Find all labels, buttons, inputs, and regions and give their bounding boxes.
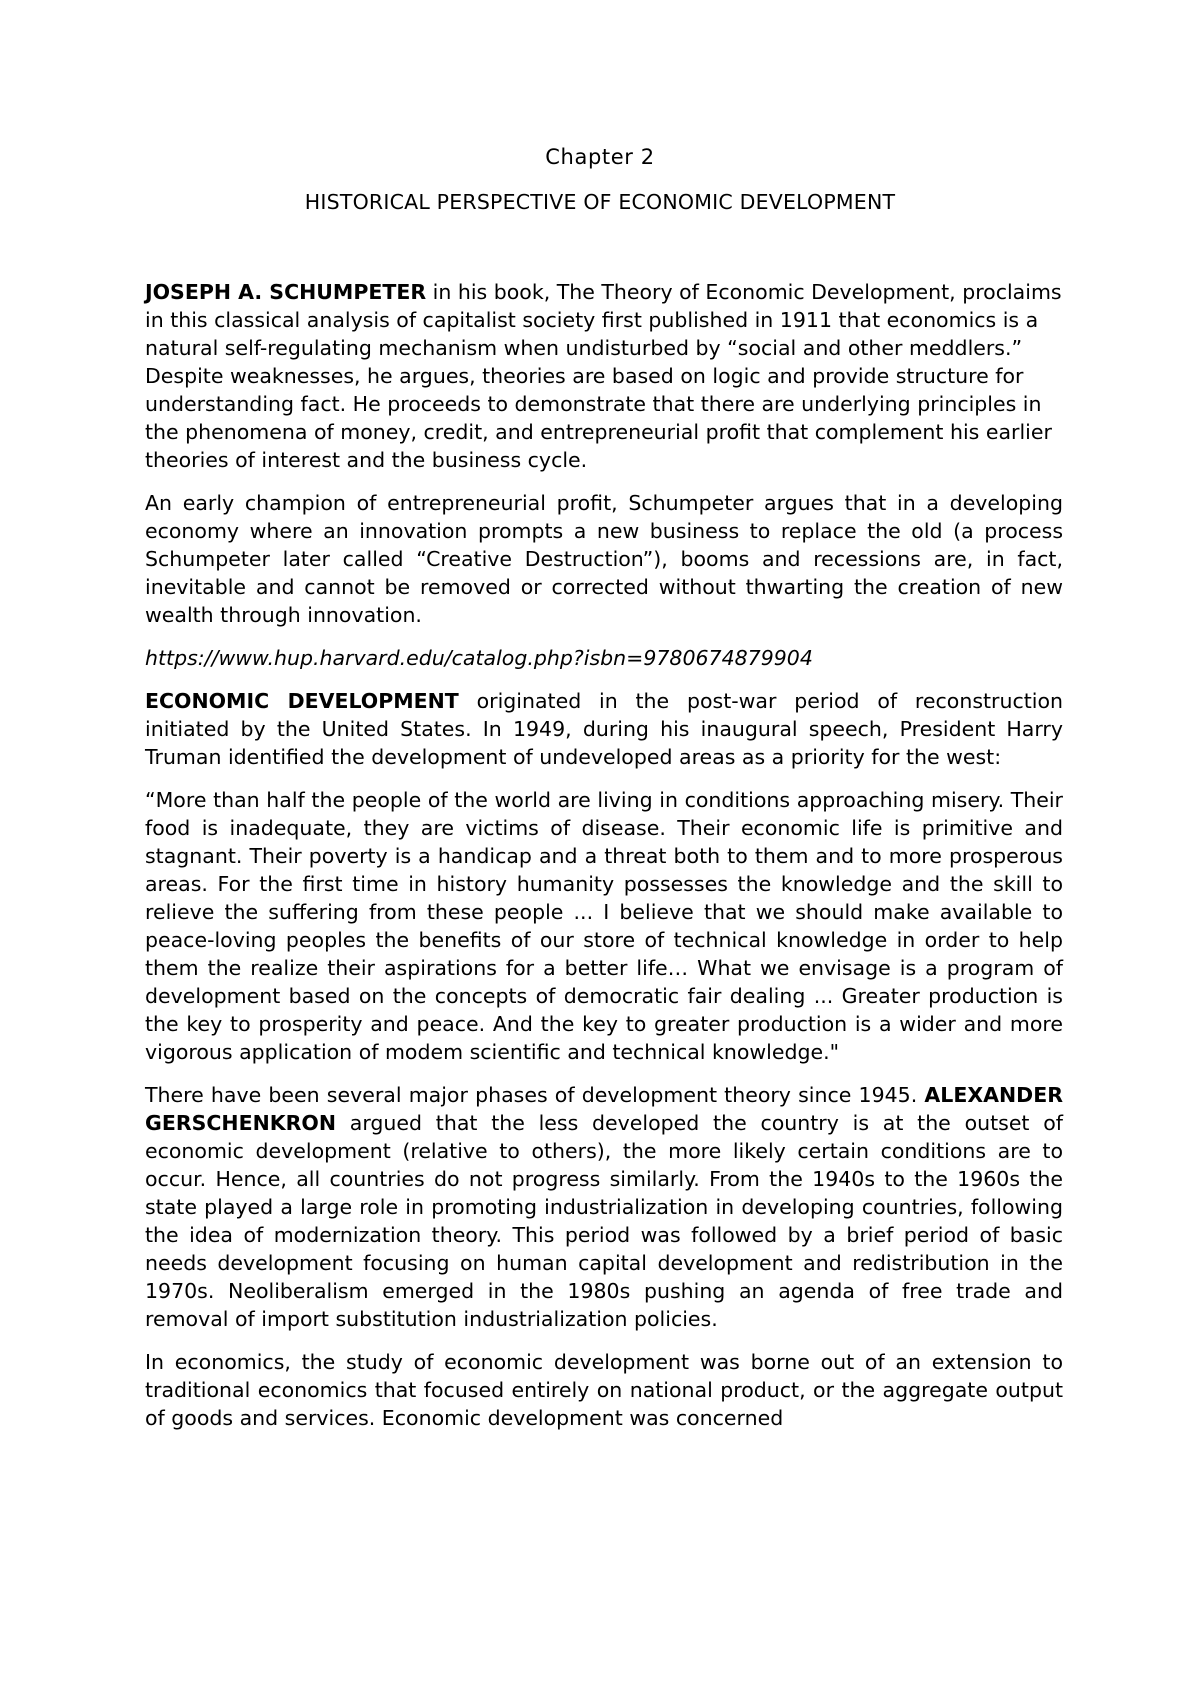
chapter-title: HISTORICAL PERSPECTIVE OF ECONOMIC DEVELOPMENT	[304, 190, 896, 214]
paragraph-economics-study: In economics, the study of economic development was borne out of an extension to traditional economics that focused entirely on national product, or the aggregate output of goods and services. Economic development was concerned	[145, 1350, 1063, 1430]
source-link-paragraph	[145, 644, 1063, 672]
source-link[interactable]: https://www.hup.harvard.edu/catalog.php?isbn=9780674879904	[145, 646, 813, 670]
author-name: ALEXANDER GERSCHENKRON	[145, 1083, 1063, 1135]
paragraph-text: in his book, The Theory of Economic Development, proclaims in this classical analysis of capitalist society first published in 1911 that economics is a natural self-regulating mechanism when undisturbed by “social and other meddlers.” Despite weaknesses, he argues, theories are based on logic and provide structure for understanding fact. He proceeds to demonstrate that there are underlying principles in the phenomena of money, credit, and entrepreneurial profit that complement his earlier theories of interest and the business cycle.	[145, 280, 1062, 472]
paragraph-development-phases	[145, 1081, 1063, 1333]
paragraph-schumpeter	[145, 278, 1063, 474]
author-name: JOSEPH A. SCHUMPETER	[145, 280, 427, 304]
term-heading: ECONOMIC DEVELOPMENT	[145, 689, 459, 713]
body-text	[145, 278, 1063, 1447]
paragraph-text: argued that the less developed the country is at the outset of economic development (relative to others), the more likely certain conditions are to occur. Hence, all countries do not progress similarly. From the 1940s to the 1960s the state played a large role in promoting industrialization in developing countries, following the idea of modernization theory. This period was followed by a brief period of basic needs development focusing on human capital development and redistribution in the 1970s. Neoliberalism emerged in the 1980s pushing an agenda of free trade and removal of import substitution industrialization policies.	[145, 1111, 1063, 1331]
paragraph-creative-destruction: An early champion of entrepreneurial profit, Schumpeter argues that in a developing economy where an innovation prompts a new business to replace the old (a process Schumpeter later called “Creative Destruction”), booms and recessions are, in fact, inevitable and cannot be removed or corrected without thwarting the creation of new wealth through innovation.	[145, 491, 1063, 627]
chapter-heading: Chapter 2	[545, 145, 655, 169]
truman-quote: “More than half the people of the world are living in conditions approaching misery. Their food is inadequate, they are victims of disease. Their economic life is primitive and stagnant. Their poverty is a handicap and a threat both to them and to more prosperous areas. For the first time in history humanity possesses the knowledge and the skill to relieve the suffering from these people ... I believe that we should make available to peace-loving peoples the benefits of our store of technical knowledge in order to help them the realize their aspirations for a better life… What we envisage is a program of development based on the concepts of democratic fair dealing ... Greater production is the key to prosperity and peace. And the key to greater production is a wider and more vigorous application of modem scientific and technical knowledge."	[145, 788, 1063, 1064]
paragraph-economic-development	[145, 687, 1063, 771]
paragraph-text: originated in the post-war period of reconstruction initiated by the United States. In 1949, during his inaugural speech, President Harry Truman identified the development of undeveloped areas as a priority for the west:	[145, 689, 1063, 769]
paragraph-text: There have been several major phases of development theory since 1945.	[145, 1083, 925, 1107]
